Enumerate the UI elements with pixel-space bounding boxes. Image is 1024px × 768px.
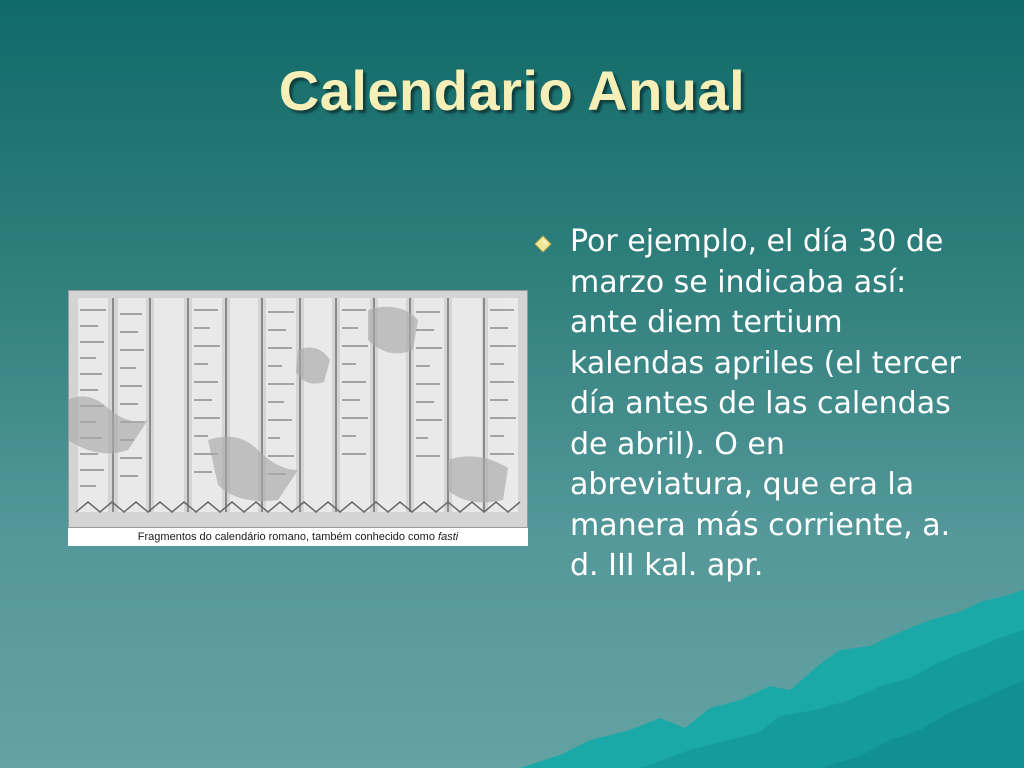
caption-text: Fragmentos do calendário romano, também conhecido como — [137, 531, 439, 543]
bullet-list — [534, 222, 974, 587]
slide-title: Calendario Anual — [278, 59, 746, 122]
bullet-text: Por ejemplo, el día 30 de marzo se indicaba así: ante diem tertium kalendas apriles (el tercer día antes de las calendas de abril). O en abreviatura, que era la manera más corriente, a. d. III kal. apr. — [570, 224, 961, 583]
calendar-fragment-image — [68, 290, 528, 528]
mountains-decoration — [520, 590, 1024, 768]
calendar-fragment-figure — [68, 290, 528, 546]
figure-caption — [68, 528, 528, 546]
diamond-bullet-icon — [534, 235, 552, 253]
bullet-item — [534, 222, 974, 587]
caption-emphasis: fasti — [438, 531, 459, 543]
